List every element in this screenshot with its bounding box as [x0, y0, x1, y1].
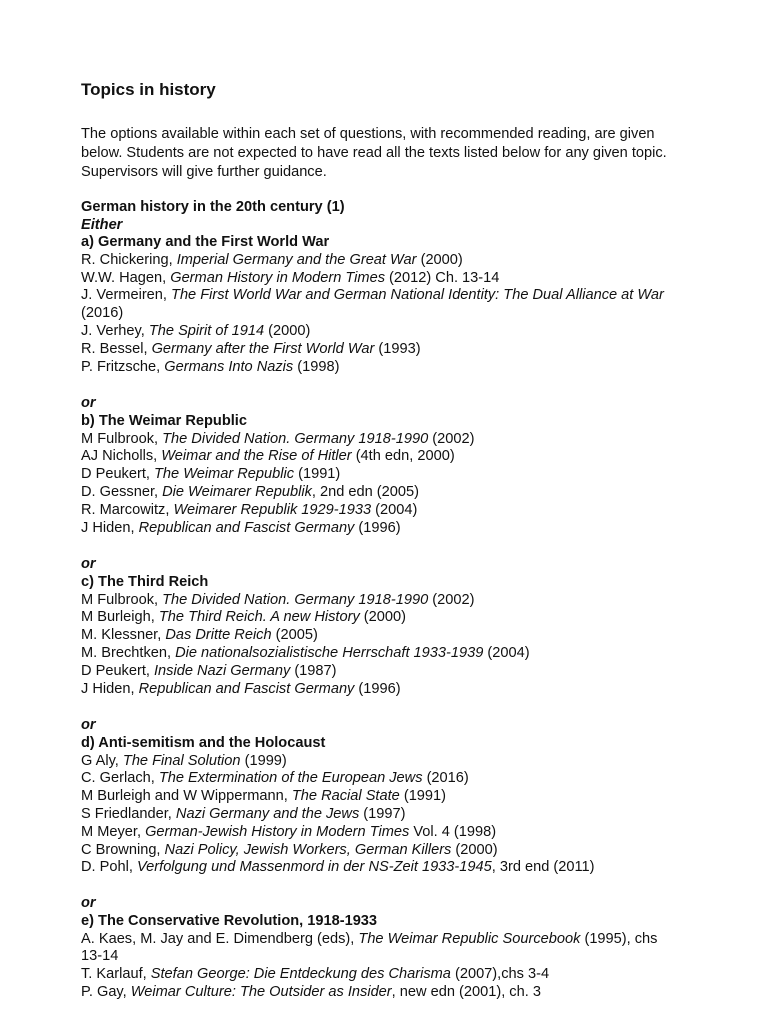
topic-a	[81, 234, 681, 376]
topic-title: b) The Weimar Republic	[81, 412, 247, 429]
reference: M. Brechtken, Die nationalsozialistische Herrschaft 1933-1939 (2004)	[81, 644, 530, 661]
or-connector: or	[81, 395, 96, 411]
reference: R. Marcowitz, Weimarer Republik 1929-1933 (2004)	[81, 501, 418, 518]
reference: M Fulbrook, The Divided Nation. Germany 1918-1990 (2002)	[81, 430, 475, 447]
section-header	[81, 199, 681, 235]
reference: M Burleigh and W Wippermann, The Racial State (1991)	[81, 788, 447, 805]
topic-title: a) Germany and the First World War	[81, 234, 330, 250]
reference: D. Pohl, Verfolgung und Massenmord in der NS-Zeit 1933-1945, 3rd end (2011)	[81, 859, 595, 876]
topic-b	[81, 395, 681, 537]
topic-d	[81, 717, 681, 877]
intro-paragraph: The options available within each set of questions, with recommended reading, are given below. Students are not expected to have read all the texts listed below for any given topic. Supervisors will give further guidance.	[81, 126, 667, 180]
reference: C Browning, Nazi Policy, Jewish Workers, German Killers (2000)	[81, 841, 498, 858]
reference: C. Gerlach, The Extermination of the European Jews (2016)	[81, 770, 469, 787]
either-label: Either	[81, 216, 123, 233]
reference: J Hiden, Republican and Fascist Germany (1996)	[81, 680, 401, 697]
reference: J Hiden, Republican and Fascist Germany (1996)	[81, 519, 401, 536]
reference: R. Chickering, Imperial Germany and the Great War (2000)	[81, 251, 463, 268]
topic-title: e) The Conservative Revolution, 1918-1933	[81, 912, 378, 929]
reference: M Meyer, German-Jewish History in Modern Times Vol. 4 (1998)	[81, 823, 497, 840]
topic-title: d) Anti-semitism and the Holocaust	[81, 734, 326, 751]
or-connector: or	[81, 556, 96, 572]
reference: T. Karlauf, Stefan George: Die Entdeckung des Charisma (2007),chs 3-4	[81, 966, 550, 983]
reference: G Aly, The Final Solution (1999)	[81, 752, 287, 769]
reference: J. Verhey, The Spirit of 1914 (2000)	[81, 322, 311, 339]
or-connector: or	[81, 717, 96, 733]
topic-e	[81, 895, 681, 1002]
reference: A. Kaes, M. Jay and E. Dimendberg (eds), The Weimar Republic Sourcebook (1995), chs 13-14	[81, 930, 658, 965]
reference: D Peukert, Inside Nazi Germany (1987)	[81, 662, 337, 679]
reference: D Peukert, The Weimar Republic (1991)	[81, 466, 341, 483]
topic-c	[81, 556, 681, 698]
reference: S Friedlander, Nazi Germany and the Jews (1997)	[81, 805, 406, 822]
reference: R. Bessel, Germany after the First World War (1993)	[81, 340, 421, 357]
reference: D. Gessner, Die Weimarer Republik, 2nd edn (2005)	[81, 483, 419, 500]
reference: J. Vermeiren, The First World War and German National Identity: The Dual Alliance at War (2016)	[81, 287, 664, 322]
section-title: German history in the 20th century (1)	[81, 199, 345, 215]
reference: W.W. Hagen, German History in Modern Times (2012) Ch. 13-14	[81, 269, 500, 286]
reference: M. Klessner, Das Dritte Reich (2005)	[81, 627, 318, 644]
topic-title: c) The Third Reich	[81, 573, 209, 590]
reference: AJ Nicholls, Weimar and the Rise of Hitler (4th edn, 2000)	[81, 448, 455, 465]
page-title: Topics in history	[81, 80, 216, 99]
reference: M Burleigh, The Third Reich. A new History (2000)	[81, 609, 406, 626]
reference: M Fulbrook, The Divided Nation. Germany 1918-1990 (2002)	[81, 591, 475, 608]
reference: P. Fritzsche, Germans Into Nazis (1998)	[81, 358, 340, 375]
reference: P. Gay, Weimar Culture: The Outsider as Insider, new edn (2001), ch. 3	[81, 983, 541, 1000]
or-connector: or	[81, 895, 96, 911]
